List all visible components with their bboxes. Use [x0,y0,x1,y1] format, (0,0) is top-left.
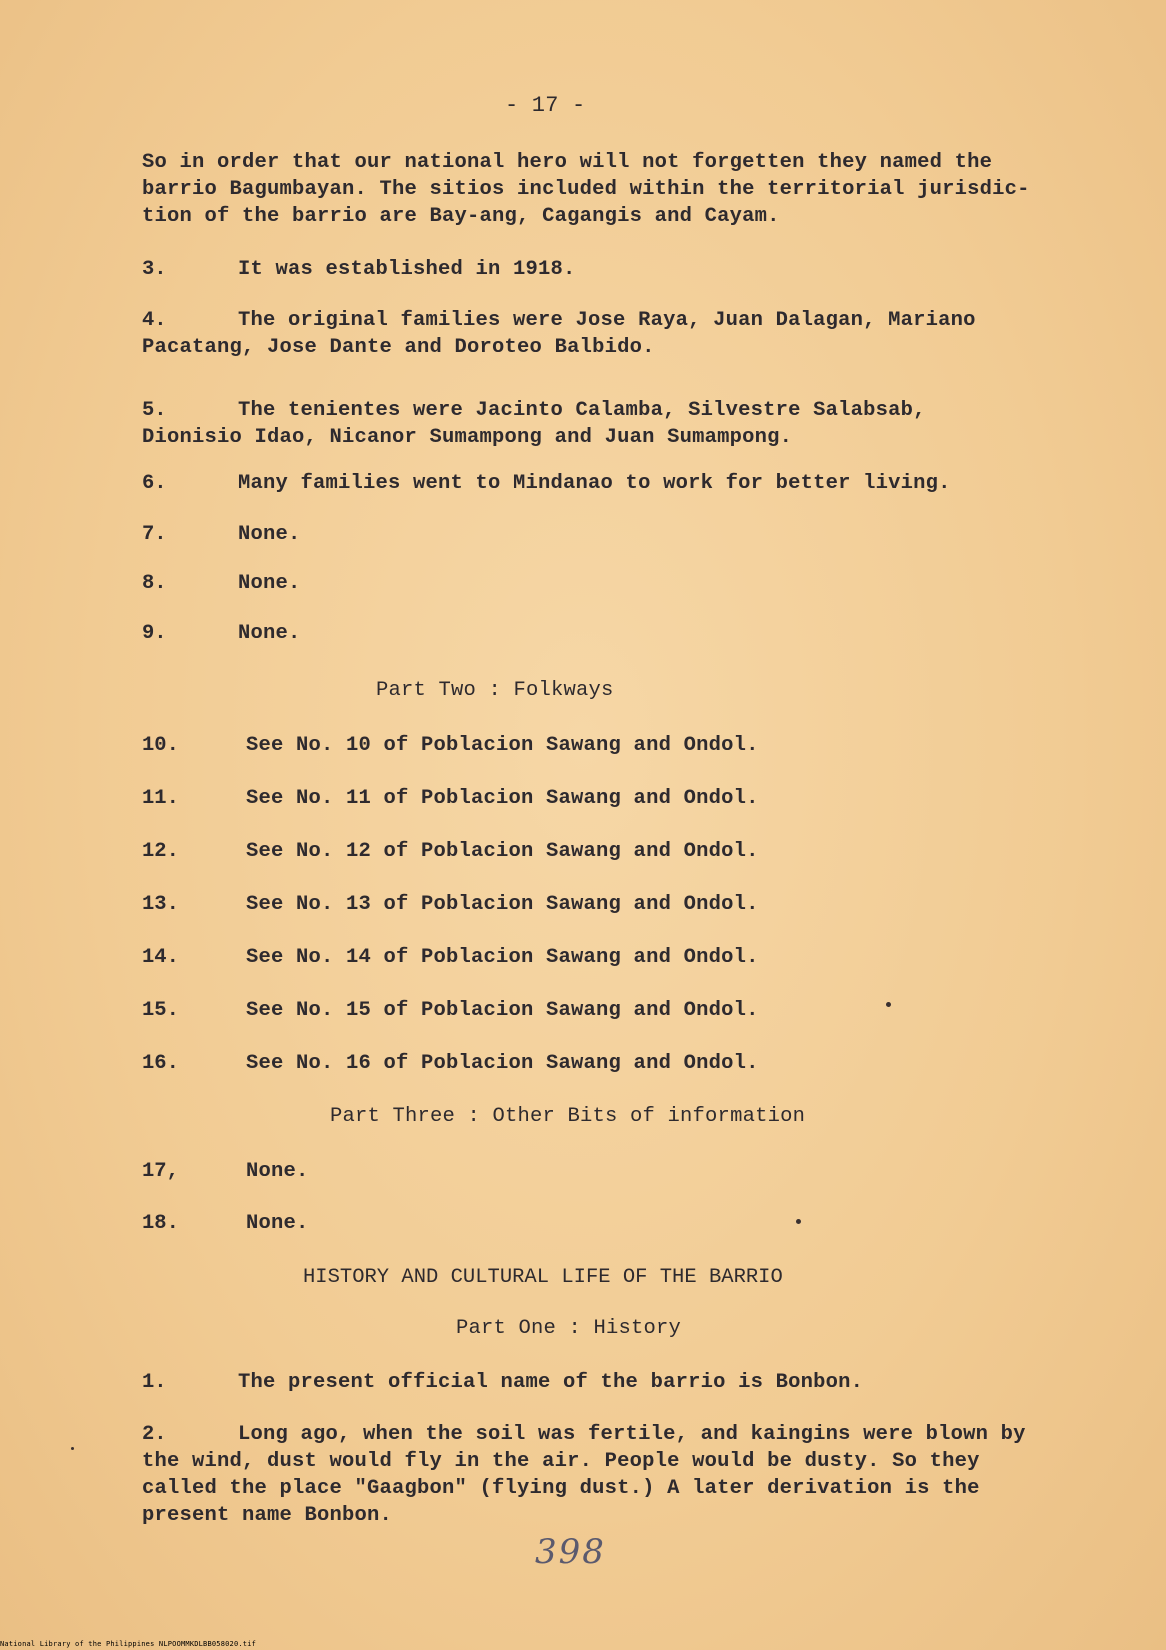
item-text: None. [238,523,301,546]
item-text: See No. 11 of Poblacion Sawang and Ondol. [246,787,759,810]
item-text: The present official name of the barrio is Bonbon. [238,1371,864,1394]
item-text: None. [238,572,301,595]
item-text: Pacatang, Jose Dante and Doroteo Balbido. [142,336,655,359]
item-number: 7. [142,523,167,546]
part-two-heading: Part Two : Folkways [376,679,614,702]
section-title: HISTORY AND CULTURAL LIFE OF THE BARRIO [303,1266,783,1289]
item-number: 17, [142,1160,179,1183]
item-number: 1. [142,1371,167,1394]
item-text: Dionisio Idao, Nicanor Sumampong and Juan Sumampong. [142,426,793,449]
item-text: It was established in 1918. [238,258,576,281]
item-number: 10. [142,734,179,757]
page-number: - 17 - [505,93,586,118]
item-number: 13. [142,893,179,916]
item-text: See No. 15 of Poblacion Sawang and Ondol. [246,999,759,1022]
item-text: None. [238,622,301,645]
item-text: present name Bonbon. [142,1504,393,1527]
item-text: See No. 16 of Poblacion Sawang and Ondol. [246,1052,759,1075]
ink-speck [71,1447,74,1450]
item-text: the wind, dust would fly in the air. People would be dusty. So they [142,1450,980,1473]
item-text: Long ago, when the soil was fertile, and kaingins were blown by [238,1423,1026,1446]
item-text: See No. 12 of Poblacion Sawang and Ondol. [246,840,759,863]
item-number: 3. [142,258,167,281]
item-text: The original families were Jose Raya, Juan Dalagan, Mariano [238,309,976,332]
item-number: 14. [142,946,179,969]
handwritten-page-number: 398 [535,1532,606,1572]
item-text: None. [246,1160,309,1183]
item-number: 16. [142,1052,179,1075]
part-three-heading: Part Three : Other Bits of information [330,1105,806,1128]
item-text: called the place "Gaagbon" (flying dust.) A later derivation is the [142,1477,980,1500]
item-text: Many families went to Mindanao to work for better living. [238,472,951,495]
part-one-heading: Part One : History [456,1317,682,1340]
item-text: None. [246,1212,309,1235]
item-number: 15. [142,999,179,1022]
item-number: 8. [142,572,167,595]
ink-speck [886,1002,891,1007]
intro-line: barrio Bagumbayan. The sitios included within the territorial jurisdic- [142,178,1030,201]
item-number: 5. [142,399,167,422]
item-number: 9. [142,622,167,645]
ink-speck [796,1219,801,1224]
item-text: The tenientes were Jacinto Calamba, Silvestre Salabsab, [238,399,926,422]
item-number: 18. [142,1212,179,1235]
intro-line: tion of the barrio are Bay-ang, Cagangis and Cayam. [142,205,780,228]
item-number: 2. [142,1423,167,1446]
item-number: 12. [142,840,179,863]
item-number: 6. [142,472,167,495]
intro-line: So in order that our national hero will not forgetten they named the [142,151,993,174]
item-number: 4. [142,309,167,332]
item-text: See No. 13 of Poblacion Sawang and Ondol. [246,893,759,916]
item-text: See No. 10 of Poblacion Sawang and Ondol. [246,734,759,757]
scan-footer: National Library of the Philippines NLPOOMMKDLBB058020.tif [0,1640,257,1648]
item-number: 11. [142,787,179,810]
item-text: See No. 14 of Poblacion Sawang and Ondol. [246,946,759,969]
